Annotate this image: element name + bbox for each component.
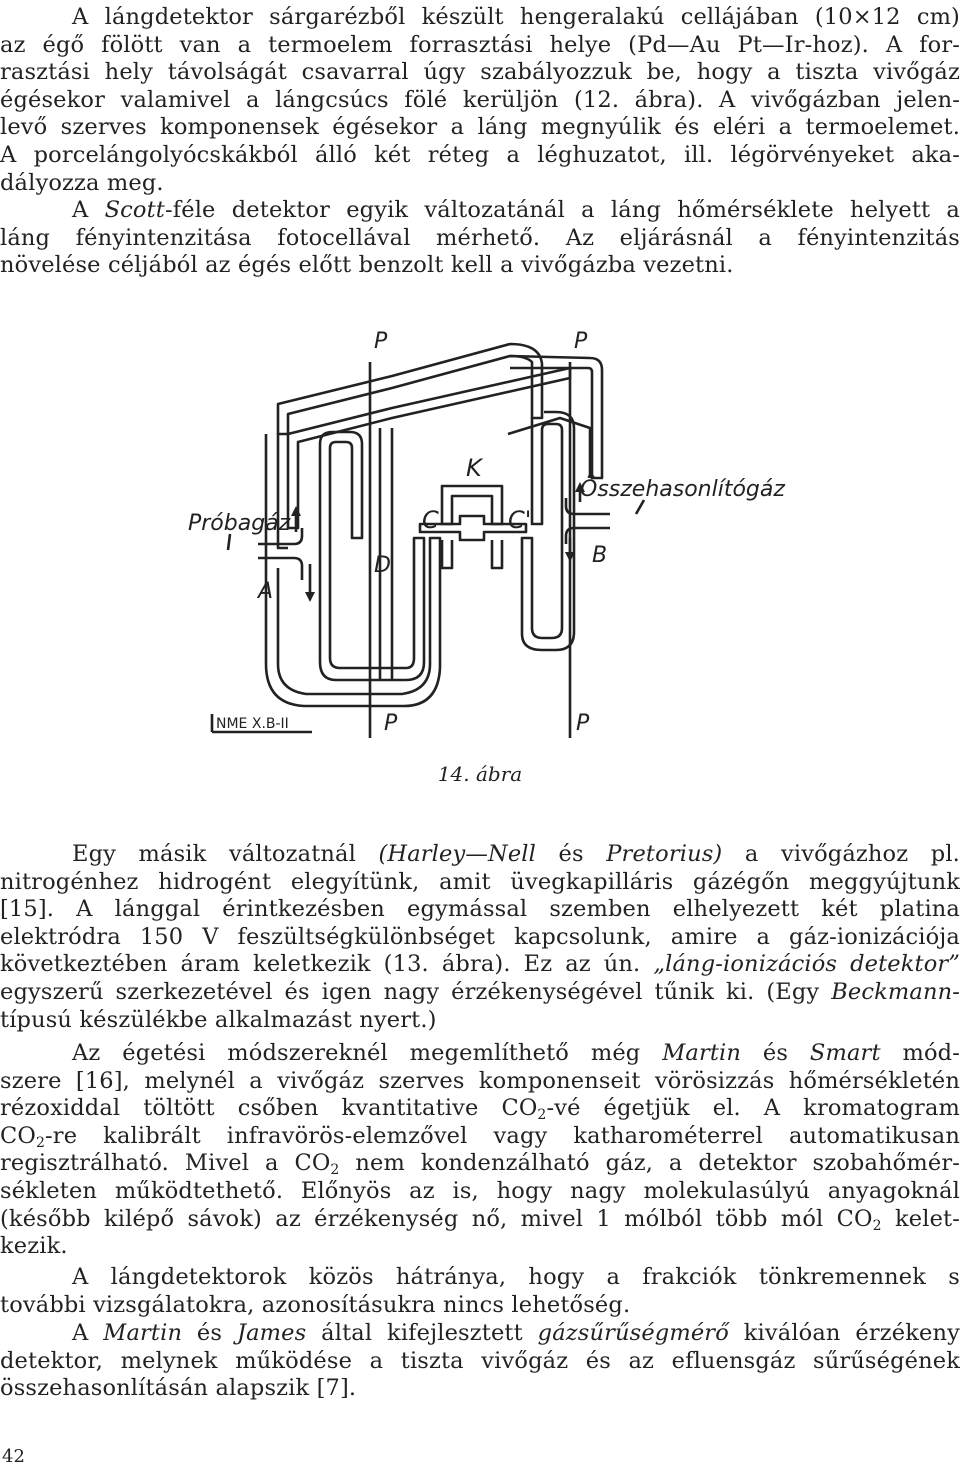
text-line [0, 951, 960, 979]
text-line: levő szerves komponensek égésekor a láng megnyúlik és eléri a termoelemet. [0, 114, 960, 141]
arrowhead-up-left [291, 506, 301, 516]
author-name: Martin [662, 1040, 742, 1066]
text-line: A porcelángolyócskákból álló két réteg a léghuzatot, ill. légörvényeket aka- [0, 141, 960, 168]
author-name: Scott [104, 197, 166, 223]
author-name: Smart [809, 1040, 881, 1066]
paragraph-flame-detector [0, 4, 960, 197]
text-line: elektródra 150 V feszültségkülönbséget kapcsolunk, amire a gáz-ionizációja [0, 923, 960, 950]
text-line: A lángdetektorok közös hátránya, hogy a frakciók tönkremennek s [72, 1264, 960, 1290]
leader-probagaz [228, 534, 230, 550]
term: „láng-ionizációs detektor” [653, 951, 960, 978]
text-line [0, 1040, 960, 1068]
inlet-osszehasonlito [566, 498, 610, 544]
arrowhead-down-left [305, 592, 315, 602]
label-b: B [592, 543, 608, 568]
author-name: (Harley—Nell [378, 841, 536, 867]
text-fragment: által kifejlesztett [306, 1320, 538, 1346]
text-line: égésekor valamivel a lángcsúcs fölé kerüljön (12. ábra). A vivőgázban jelen- [0, 86, 960, 113]
text-fragment: kelet- [881, 1205, 960, 1232]
channel-top-arc [278, 344, 542, 434]
text-line: szere [16], melynél a vivőgáz szerves komponenseit vörösizzás hőmérsékletén [0, 1067, 960, 1094]
paragraph-disadvantage [0, 1264, 960, 1319]
label-c: C [422, 506, 439, 534]
text-fragment: -féle detektor egyik változatánál a láng hőmérséklete helyett a [165, 197, 960, 223]
stamp-code: NME X.B-II [216, 716, 289, 732]
text-fragment: -vé égetjük el. A kromatogram [546, 1095, 960, 1122]
text-fragment: következtében áram keletkezik (13. ábra). Ez az ún. [0, 951, 641, 978]
label-d: D [374, 553, 391, 578]
text-line: összehasonlításán alapszik [7]. [0, 1375, 357, 1402]
paragraph-combustion [0, 1040, 960, 1261]
text-fragment: nem kondenzálható gáz, a detektor szobahőmér- [339, 1150, 960, 1177]
text-line: típusú készülékbe alkalmazást nyert.) [0, 1006, 437, 1033]
text-fragment: A [72, 1320, 104, 1346]
author-name: Martin [103, 1320, 183, 1346]
text-fragment: és [741, 1040, 810, 1066]
subscript: 2 [330, 1162, 340, 1178]
text-line: dályozza meg. [0, 169, 164, 196]
text-fragment: CO [0, 1122, 36, 1149]
text-line: láng fényintenzitása fotocellával mérhető. Az eljárásnál a fényintenzitás [0, 224, 960, 251]
text-line: sékleten működtethető. Előnyös az is, hogy nagy molekulasúlyú anyagoknál [0, 1177, 960, 1204]
text-line [0, 841, 960, 869]
text-line [0, 1206, 960, 1234]
label-osszehasonlitogaz: Összehasonlítógáz [580, 477, 785, 502]
text-line [0, 197, 960, 225]
subscript: 2 [537, 1107, 547, 1123]
text-line: A lángdetektor sárgarézből készült hengeralakú cellájában (10×12 cm) [72, 4, 960, 30]
text-line: rasztási hely távolságát csavarral úgy szabályozzuk be, hogy a tiszta vivőgáz [0, 59, 960, 86]
channel-right-top [510, 356, 602, 478]
paragraph-scott-detector [0, 197, 960, 280]
text-line [0, 1150, 960, 1178]
text-fragment: mód- [880, 1040, 960, 1066]
k-chamber [442, 486, 502, 524]
label-probagaz: Próbagáz [188, 511, 291, 536]
figure-caption: 14. ábra [437, 762, 523, 786]
k-legs [442, 540, 502, 568]
subscript: 2 [35, 1134, 46, 1151]
text-fragment: rézoxiddal töltött csőben kvantitative CO [0, 1095, 538, 1122]
label-p-top-right: P [574, 329, 588, 354]
author-name: Pretorius) [606, 841, 723, 867]
author-name: Beckmann- [831, 978, 960, 1005]
text-fragment: és [536, 841, 607, 867]
paragraph-flame-ionization [0, 841, 960, 1034]
leader-osszehasonlito [636, 500, 644, 514]
text-fragment: A [72, 197, 105, 223]
text-fragment: és [182, 1320, 237, 1346]
channel-d-loop [320, 432, 424, 680]
label-c-prime: C' [508, 506, 532, 534]
detector-diagram [170, 318, 790, 748]
text-line [0, 1095, 960, 1123]
text-fragment: (később kilépő sávok) az érzékenység nő, mivel 1 mólból több mól CO [0, 1205, 873, 1232]
paragraph-gas-density [0, 1320, 960, 1403]
author-name: James [236, 1320, 307, 1346]
text-fragment: Az égetési módszereknél megemlíthető még [72, 1040, 663, 1066]
text-fragment: a vivőgázhoz pl. [722, 841, 960, 867]
text-line [0, 1320, 960, 1348]
label-p-bottom-left: P [384, 711, 398, 736]
text-line: az égő fölött van a termoelem forrasztási helye (Pd—Au Pt—Ir-hoz). A for- [0, 31, 960, 58]
text-line: kezik. [0, 1233, 68, 1260]
text-fragment: regisztrálható. Mivel a CO [0, 1150, 331, 1177]
text-line [0, 1123, 960, 1151]
term: gázsűrűségmérő [537, 1320, 729, 1346]
page-number: 42 [2, 1446, 25, 1467]
text-fragment: kiválóan érzékeny [728, 1320, 960, 1346]
label-p-top-left: P [374, 329, 388, 354]
text-line: növelése céljából az égés előtt benzolt kell a vivőgázba vezetni. [0, 252, 734, 279]
text-line: detektor, melynek működése a tiszta vivőgáz és az efluensgáz sűrűségének [0, 1347, 960, 1374]
text-line [0, 979, 960, 1007]
text-fragment: -re kalibrált infravörös-elemzővel vagy katharométerrel automatikusan [45, 1122, 960, 1149]
text-line: további vizsgálatokra, azonosításukra nincs lehetőség. [0, 1291, 631, 1318]
text-fragment: egyszerű szerkezetével és igen nagy érzékenységével tűnik ki. (Egy [0, 978, 832, 1005]
label-a: A [258, 579, 274, 604]
label-p-bottom-right: P [576, 711, 590, 736]
text-line: [15]. A lánggal érintkezésben egymással szemben elhelyezett két platina [0, 896, 960, 923]
subscript: 2 [872, 1217, 882, 1234]
text-fragment: Egy másik változatnál [72, 841, 379, 867]
channel-right-diag [508, 418, 590, 478]
text-line: nitrogénhez hidrogént elegyítünk, amit üvegkapilláris gázégőn meggyújtunk [0, 868, 960, 895]
label-k: K [466, 454, 482, 482]
